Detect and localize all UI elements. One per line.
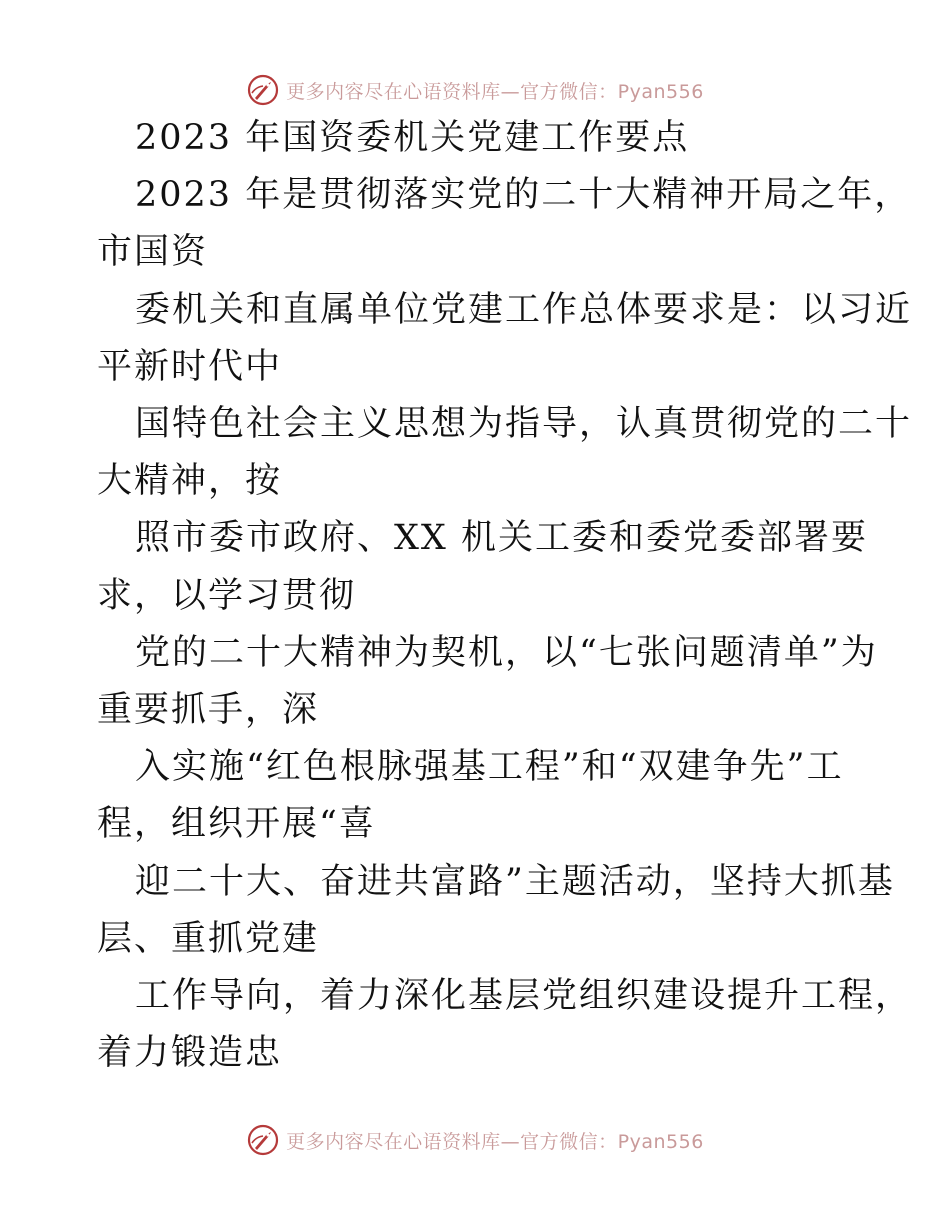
header-watermark: [0, 70, 950, 110]
document-line: 着力锻造忠: [97, 1033, 283, 1074]
document-line: 委机关和直属单位党建工作总体要求是：以习近: [135, 289, 913, 330]
document-line: 迎二十大、奋进共富路”主题活动，坚持大抓基: [135, 861, 895, 902]
document-line: 党的二十大精神为契机，以“七张问题清单”为: [135, 632, 878, 673]
document-line: 平新时代中: [97, 346, 283, 387]
document-line: 求，以学习贯彻: [97, 575, 357, 616]
document-line: 层、重抓党建: [97, 918, 320, 959]
document-line: 重要抓手，深: [97, 690, 320, 730]
document-line: 大精神，按: [97, 461, 283, 502]
document-line: 入实施“红色根脉强基工程”和“双建争先”工: [135, 747, 844, 788]
document-line: 照市委市政府、XX 机关工委和委党委部署要: [135, 518, 868, 559]
footer-watermark: [0, 1120, 950, 1160]
document-line: 2023 年是贯彻落实党的二十大精神开局之年，: [135, 175, 912, 216]
pen-nib-logo-icon: [246, 73, 280, 107]
document-line: 工作导向，着力深化基层党组织建设提升工程，: [135, 976, 913, 1016]
pen-nib-logo-icon: [246, 1123, 280, 1157]
watermark-text: 更多内容尽在心语资料库—官方微信：Pyan556: [286, 80, 704, 103]
document-line: 程，组织开展“喜: [97, 804, 376, 845]
watermark-text: 更多内容尽在心语资料库—官方微信：Pyan556: [286, 1130, 704, 1153]
document-line: 国特色社会主义思想为指导，认真贯彻党的二十: [135, 404, 913, 444]
document-line: 市国资: [97, 232, 209, 273]
document-line: 2023 年国资委机关党建工作要点: [135, 118, 690, 158]
